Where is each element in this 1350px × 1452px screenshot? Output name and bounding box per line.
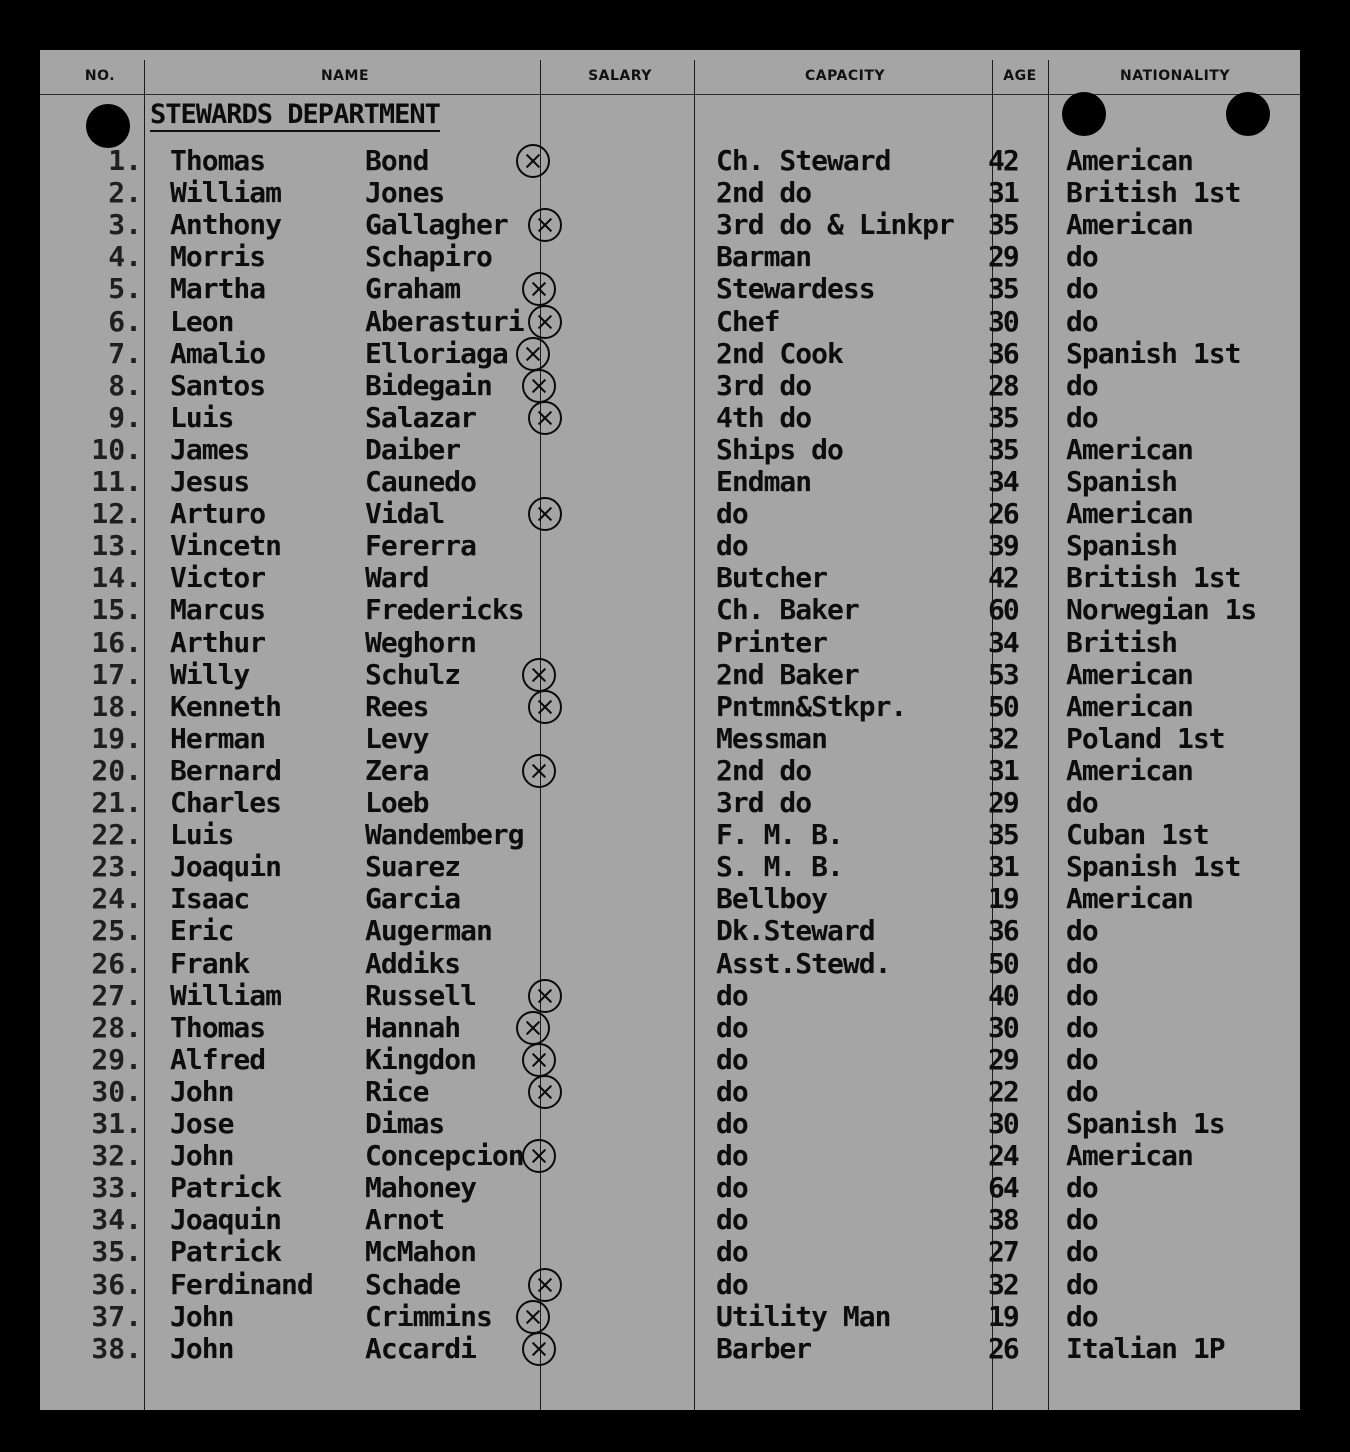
age: 40 [988,978,1018,1012]
capacity: S. M. B. [716,850,843,884]
first-name: Luis [170,818,234,852]
first-name: Alfred [170,1042,266,1076]
age: 35 [988,400,1018,434]
row-number: 34. [91,1203,142,1237]
table-row [40,273,1300,305]
table-row [40,466,1300,498]
row-number: 30. [91,1074,142,1108]
capacity: 3rd do [716,368,812,402]
nationality: British 1st [1066,176,1241,210]
first-name: Frank [170,946,250,980]
capacity: 2nd do [716,753,812,787]
circled-x-mark [528,208,562,242]
nationality: American [1066,432,1193,466]
table-row [40,434,1300,466]
table-row [40,723,1300,755]
header-age: AGE [1003,68,1037,84]
row-number: 18. [91,689,142,723]
nationality: American [1066,657,1193,691]
circled-x-mark [516,1011,550,1045]
last-name: Wandemberg [365,818,524,852]
first-name: James [170,432,250,466]
table-row [40,306,1300,338]
nationality: Spanish 1st [1066,336,1241,370]
last-name: Graham [365,272,461,306]
nationality: British 1st [1066,561,1241,595]
circled-x-mark [522,1043,556,1077]
circled-x-mark [528,979,562,1013]
capacity: 4th do [716,400,812,434]
age: 35 [988,272,1018,306]
last-name: Suarez [365,850,461,884]
circled-x-mark [516,337,550,371]
last-name: Zera [365,753,429,787]
first-name: Victor [170,561,266,595]
row-number: 26. [91,946,142,980]
nationality: do [1066,1171,1098,1205]
table-row [40,1108,1300,1140]
row-number: 8. [108,368,142,402]
age: 35 [988,432,1018,466]
table-row [40,177,1300,209]
first-name: John [170,1331,234,1365]
header-name: NAME [320,68,370,84]
row-number: 22. [91,818,142,852]
age: 26 [988,1331,1018,1365]
row-number: 21. [91,786,142,819]
capacity: 3rd do [716,786,812,819]
capacity: Butcher [716,561,828,595]
age: 39 [988,529,1018,563]
first-name: Arthur [170,625,266,659]
age: 60 [988,593,1018,627]
first-name: John [170,1074,234,1108]
first-name: Thomas [170,1010,266,1044]
row-number: 29. [91,1042,142,1076]
last-name: Kingdon [365,1042,477,1076]
first-name: Anthony [170,208,282,242]
first-name: Jesus [170,465,250,498]
first-name: Patrick [170,1235,282,1269]
last-name: Aberasturi [365,304,524,338]
last-name: Salazar [365,400,477,434]
last-name: Weghorn [365,625,477,659]
first-name: Luis [170,400,234,434]
capacity: Ch. Steward [716,144,891,177]
circled-x-mark [522,1139,556,1173]
circled-x-mark [522,754,556,788]
table-row [40,883,1300,915]
header-capacity: CAPACITY [804,68,886,84]
capacity: do [716,1074,748,1108]
last-name: Addiks [365,946,461,980]
age: 30 [988,304,1018,338]
age: 42 [988,144,1018,177]
nationality: do [1066,272,1098,306]
first-name: Martha [170,272,266,306]
first-name: Joaquin [170,850,282,884]
table-row [40,402,1300,434]
capacity: F. M. B. [716,818,843,852]
capacity: Ships do [716,432,843,466]
table-row [40,530,1300,562]
table-row [40,1333,1300,1365]
table-row [40,627,1300,659]
first-name: Jose [170,1107,234,1140]
row-number: 25. [91,914,142,948]
row-number: 15. [91,593,142,627]
capacity: do [716,497,748,531]
capacity: Printer [716,625,828,659]
last-name: Rees [365,689,429,723]
table-row [40,498,1300,530]
age: 26 [988,497,1018,531]
circled-x-mark [522,658,556,692]
table-row [40,338,1300,370]
table-row [40,1236,1300,1268]
circled-x-mark [516,144,550,178]
last-name: Arnot [365,1203,445,1237]
last-name: Bond [365,144,429,177]
first-name: Leon [170,304,234,338]
capacity: do [716,529,748,563]
nationality: do [1066,1010,1098,1044]
capacity: 2nd Cook [716,336,843,370]
first-name: Thomas [170,144,266,177]
table-row [40,851,1300,883]
capacity: Chef [716,304,780,338]
age: 34 [988,625,1018,659]
nationality: do [1066,1074,1098,1108]
table-row [40,594,1300,626]
capacity: Ch. Baker [716,593,859,627]
capacity: Utility Man [716,1299,891,1333]
capacity: 2nd Baker [716,657,859,691]
nationality: American [1066,208,1193,242]
circled-x-mark [522,1332,556,1366]
age: 50 [988,946,1018,980]
table-row [40,787,1300,819]
capacity: do [716,1010,748,1044]
department-title: STEWARDS DEPARTMENT [150,99,440,130]
last-name: Fredericks [365,593,524,627]
first-name: Marcus [170,593,266,627]
nationality: do [1066,400,1098,434]
row-number: 16. [91,625,142,659]
nationality: do [1066,1267,1098,1301]
row-number: 24. [91,882,142,916]
age: 31 [988,176,1018,210]
table-row [40,1204,1300,1236]
row-number: 36. [91,1267,142,1301]
capacity: do [716,1235,748,1269]
row-number: 35. [91,1235,142,1269]
last-name: Vidal [365,497,445,531]
age: 24 [988,1139,1018,1173]
last-name: Augerman [365,914,492,948]
row-number: 5. [108,272,142,306]
table-row [40,1301,1300,1333]
table-row [40,241,1300,273]
nationality: do [1066,304,1098,338]
table-row [40,145,1300,177]
nationality: American [1066,144,1193,177]
first-name: Herman [170,721,266,755]
table-row [40,209,1300,241]
row-number: 23. [91,850,142,884]
capacity: do [716,1267,748,1301]
capacity: Stewardess [716,272,875,306]
table-row [40,1140,1300,1172]
nationality: do [1066,786,1098,819]
last-name: Concepcion [365,1139,524,1173]
row-number: 20. [91,753,142,787]
circled-x-mark [522,369,556,403]
nationality: Spanish [1066,529,1178,563]
first-name: Morris [170,240,266,274]
last-name: Levy [365,721,429,755]
nationality: Norwegian 1s [1066,593,1257,627]
nationality: American [1066,753,1193,787]
last-name: Fererra [365,529,477,563]
first-name: Eric [170,914,234,948]
nationality: American [1066,1139,1193,1173]
first-name: Santos [170,368,266,402]
table-row [40,562,1300,594]
header-salary: SALARY [588,68,652,84]
row-number: 3. [108,208,142,242]
row-number: 19. [91,721,142,755]
first-name: Kenneth [170,689,282,723]
table-row [40,370,1300,402]
age: 27 [988,1235,1018,1269]
table-row [40,691,1300,723]
row-number: 38. [91,1331,142,1365]
capacity: 3rd do & Linkpr [716,208,954,242]
capacity: Pntmn&Stkpr. [716,689,907,723]
capacity: Bellboy [716,882,828,916]
nationality: American [1066,882,1193,916]
table-row [40,1269,1300,1301]
age: 31 [988,850,1018,884]
age: 64 [988,1171,1018,1205]
table-row [40,659,1300,691]
table-row [40,915,1300,947]
row-number: 32. [91,1139,142,1173]
age: 29 [988,1042,1018,1076]
capacity: do [716,1203,748,1237]
punch-hole [1226,92,1270,136]
row-number: 13. [91,529,142,563]
row-number: 6. [108,304,142,338]
punch-hole [1062,92,1106,136]
last-name: Russell [365,978,477,1012]
circled-x-mark [522,272,556,306]
last-name: Jones [365,176,445,210]
last-name: Elloriaga [365,336,508,370]
row-number: 4. [108,240,142,274]
age: 38 [988,1203,1018,1237]
last-name: Dimas [365,1107,445,1140]
capacity: Endman [716,465,812,498]
row-number: 31. [91,1107,142,1140]
age: 22 [988,1074,1018,1108]
age: 30 [988,1107,1018,1140]
nationality: do [1066,1235,1098,1269]
last-name: Loeb [365,786,429,819]
capacity: do [716,1042,748,1076]
last-name: Mahoney [365,1171,477,1205]
first-name: Amalio [170,336,266,370]
age: 32 [988,721,1018,755]
nationality: Spanish [1066,465,1178,498]
nationality: do [1066,1299,1098,1333]
last-name: Schapiro [365,240,492,274]
table-row [40,948,1300,980]
row-number: 12. [91,497,142,531]
age: 19 [988,1299,1018,1333]
circled-x-mark [528,690,562,724]
row-number: 17. [91,657,142,691]
nationality: do [1066,978,1098,1012]
row-number: 10. [91,432,142,466]
last-name: Accardi [365,1331,477,1365]
last-name: Garcia [365,882,461,916]
capacity: do [716,1171,748,1205]
first-name: Bernard [170,753,282,787]
capacity: do [716,1139,748,1173]
capacity: Barber [716,1331,812,1365]
first-name: Willy [170,657,250,691]
row-number: 7. [108,336,142,370]
first-name: Charles [170,786,282,819]
circled-x-mark [528,1075,562,1109]
capacity: Dk.Steward [716,914,875,948]
punch-hole [86,104,130,148]
last-name: Schulz [365,657,461,691]
row-number: 27. [91,978,142,1012]
capacity: Asst.Stewd. [716,946,891,980]
age: 42 [988,561,1018,595]
header-nationality: NATIONALITY [1120,68,1230,84]
last-name: Crimmins [365,1299,492,1333]
age: 36 [988,914,1018,948]
row-number: 37. [91,1299,142,1333]
capacity: do [716,1107,748,1140]
first-name: Patrick [170,1171,282,1205]
first-name: Ferdinand [170,1267,313,1301]
table-row [40,1172,1300,1204]
table-row [40,1076,1300,1108]
first-name: Isaac [170,882,250,916]
circled-x-mark [528,401,562,435]
first-name: John [170,1299,234,1333]
first-name: Vincetn [170,529,282,563]
capacity: do [716,978,748,1012]
nationality: British [1066,625,1178,659]
circled-x-mark [528,497,562,531]
last-name: Gallagher [365,208,508,242]
last-name: Ward [365,561,429,595]
row-number: 11. [91,465,142,498]
nationality: Spanish 1s [1066,1107,1225,1140]
first-name: Joaquin [170,1203,282,1237]
nationality: do [1066,1203,1098,1237]
table-row [40,1012,1300,1044]
first-name: John [170,1139,234,1173]
row-number: 14. [91,561,142,595]
capacity: 2nd do [716,176,812,210]
capacity: Messman [716,721,828,755]
age: 34 [988,465,1018,498]
table-row [40,819,1300,851]
last-name: Bidegain [365,368,492,402]
header-no: NO. [84,68,116,84]
table-row [40,1044,1300,1076]
last-name: Schade [365,1267,461,1301]
header-rule [40,94,1300,95]
age: 35 [988,208,1018,242]
row-number: 28. [91,1010,142,1044]
nationality: do [1066,914,1098,948]
first-name: William [170,176,282,210]
age: 29 [988,240,1018,274]
nationality: do [1066,240,1098,274]
last-name: Daiber [365,432,461,466]
first-name: William [170,978,282,1012]
age: 35 [988,818,1018,852]
nationality: Cuban 1st [1066,818,1209,852]
row-number: 2. [108,176,142,210]
age: 29 [988,786,1018,819]
nationality: Spanish 1st [1066,850,1241,884]
age: 31 [988,753,1018,787]
nationality: American [1066,689,1193,723]
nationality: American [1066,497,1193,531]
age: 50 [988,689,1018,723]
last-name: Caunedo [365,465,477,498]
first-name: Arturo [170,497,266,531]
row-number: 33. [91,1171,142,1205]
nationality: Italian 1P [1066,1331,1225,1365]
age: 30 [988,1010,1018,1044]
age: 28 [988,368,1018,402]
age: 32 [988,1267,1018,1301]
nationality: do [1066,946,1098,980]
circled-x-mark [528,1268,562,1302]
age: 36 [988,336,1018,370]
age: 19 [988,882,1018,916]
nationality: do [1066,1042,1098,1076]
nationality: do [1066,368,1098,402]
crew-list-page [40,50,1300,1410]
circled-x-mark [516,1300,550,1334]
last-name: McMahon [365,1235,477,1269]
nationality: Poland 1st [1066,721,1225,755]
last-name: Hannah [365,1010,461,1044]
table-row [40,980,1300,1012]
table-row [40,755,1300,787]
last-name: Rice [365,1074,429,1108]
age: 53 [988,657,1018,691]
row-number: 1. [108,144,142,177]
capacity: Barman [716,240,812,274]
row-number: 9. [108,400,142,434]
circled-x-mark [528,305,562,339]
